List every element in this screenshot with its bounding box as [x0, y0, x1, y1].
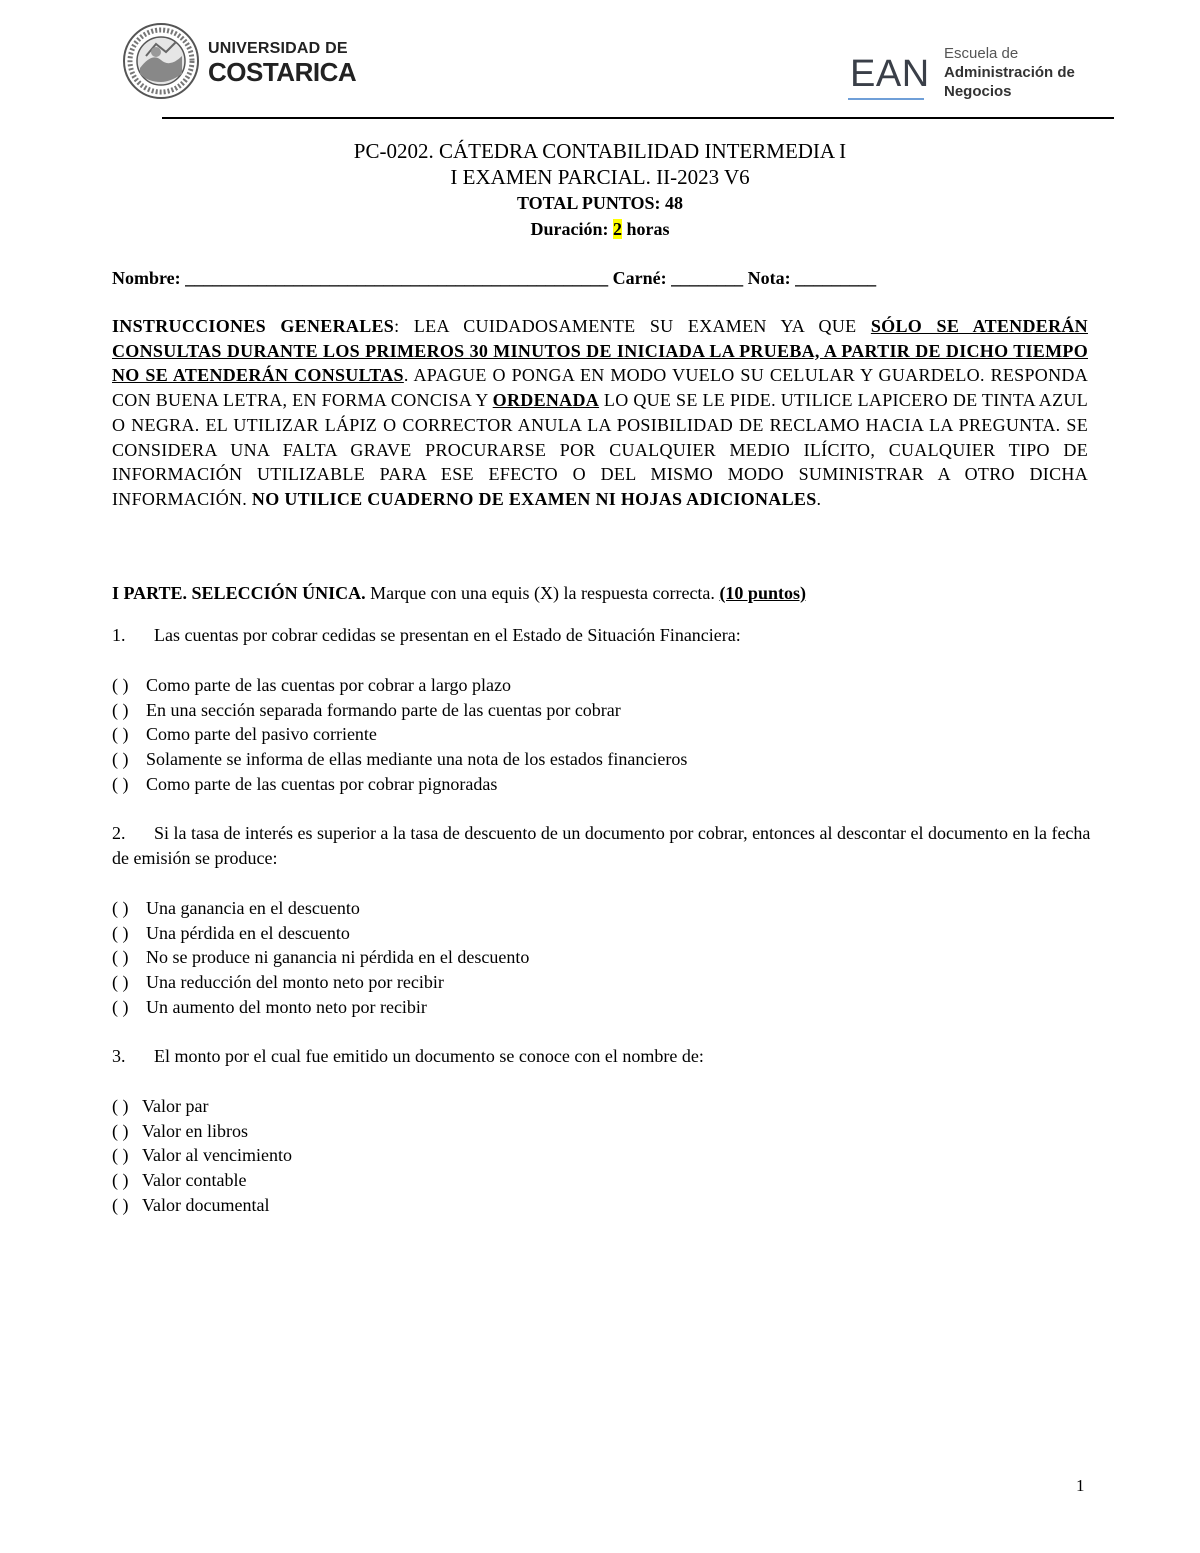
duration-unit: horas — [621, 219, 670, 239]
exam-title: I EXAMEN PARCIAL. II-2023 V6 — [450, 165, 750, 189]
option-text: Valor documental — [142, 1194, 270, 1215]
option-marker[interactable]: ( ) — [112, 1145, 129, 1166]
university-name-line1: UNIVERSIDAD DE — [208, 40, 348, 57]
school-logo-underline — [848, 98, 924, 100]
part-one-title: I PARTE. SELECCIÓN ÚNICA. — [112, 583, 366, 603]
option-marker[interactable]: ( ) — [112, 1170, 129, 1191]
instructions-text-1: : LEA CUIDADOSAMENTE SU EXAMEN YA QUE — [394, 316, 871, 336]
option-marker[interactable]: ( ) — [112, 947, 129, 968]
option-text: No se produce ni ganancia ni pérdida en el descuento — [146, 947, 530, 968]
option-text: Valor en libros — [142, 1120, 248, 1141]
instructions-text-4: . — [816, 488, 822, 509]
student-id-label: Carné: — [608, 268, 672, 288]
option-text: Como parte del pasivo corriente — [146, 724, 377, 745]
name-field[interactable]: _______________________________________________ — [185, 268, 609, 288]
answer-option[interactable] — [112, 747, 687, 772]
instructions-emphasis-3: NO UTILICE CUADERNO DE EXAMEN NI HOJAS ADICIONALES — [251, 488, 817, 509]
school-name-line3: Negocios — [944, 83, 1012, 100]
instructions-text-3: LO QUE SE LE PIDE. UTILICE LAPICERO DE TINTA AZUL O NEGRA. EL UTILIZAR LÁPIZ O CORRECTOR ANULA LA POSIBILIDAD DE RECLAMO HACIA LA PREGUNTA. SE CONSIDERA UNA FALTA GRAVE PROCURARSE POR CUALQUIER MEDIO ILÍCITO, CUALQUIER TIPO DE INFORMACIÓN UTILIZABLE PARA ESE EFECTO O DEL MISMO MODO SUMINISTRAR A OTRO DICHA INFORMACIÓN. — [112, 390, 1088, 509]
question-text: El monto por el cual fue emitido un documento se conoce con el nombre de: — [154, 1046, 704, 1066]
question-text: Las cuentas por cobrar cedidas se presentan en el Estado de Situación Financiera: — [154, 625, 741, 645]
university-logo — [122, 22, 357, 104]
answer-option[interactable] — [112, 896, 529, 921]
question-1-options — [112, 673, 687, 797]
grade-label: Nota: — [743, 268, 796, 288]
university-name-line2 — [208, 58, 356, 86]
question-number: 1. — [112, 625, 126, 645]
instructions-text-2: . APAGUE O PONGA EN MODO VUELO SU CELULAR Y GUARDELO. RESPONDA CON BUENA LETRA, EN FORMA CONCISA Y — [112, 365, 1088, 411]
school-name — [944, 44, 1075, 101]
school-name-line2: Administración de — [944, 64, 1075, 81]
university-seal-icon — [122, 22, 200, 100]
question-text: Si la tasa de interés es superior a la tasa de descuento de un documento por cobrar, entonces al descontar el documento en la fecha de emisión se produce: — [112, 823, 1091, 868]
school-acronym: EAN — [850, 53, 930, 95]
part-one-heading — [112, 580, 806, 606]
option-text: Valor al vencimiento — [142, 1145, 292, 1166]
part-one-points: (10 puntos) — [719, 583, 806, 603]
duration-label: Duración: — [530, 219, 613, 239]
option-marker[interactable]: ( ) — [112, 922, 129, 943]
option-text: Valor contable — [142, 1170, 247, 1191]
school-logo — [846, 40, 1116, 110]
option-text: Como parte de las cuentas por cobrar a largo plazo — [146, 675, 512, 695]
university-name-rica: RICA — [294, 57, 357, 87]
header-divider — [162, 117, 1114, 119]
answer-option[interactable] — [112, 1193, 292, 1218]
page-number: 1 — [1076, 1476, 1085, 1495]
option-text: Una reducción del monto neto por recibir — [146, 972, 444, 993]
option-text: Una ganancia en el descuento — [146, 898, 360, 918]
option-marker[interactable]: ( ) — [112, 1120, 129, 1141]
option-text: Una pérdida en el descuento — [146, 922, 350, 943]
answer-option[interactable] — [112, 1168, 292, 1193]
option-text: Valor par — [142, 1096, 209, 1116]
question-2-options — [112, 896, 529, 1020]
question-2 — [112, 821, 1092, 871]
option-text: Solamente se informa de ellas mediante una nota de los estados financieros — [146, 749, 688, 770]
question-3-options — [112, 1094, 292, 1218]
option-marker[interactable]: ( ) — [112, 996, 129, 1017]
student-id-field[interactable]: ________ — [671, 268, 744, 288]
option-marker[interactable]: ( ) — [112, 724, 129, 745]
university-name-costa: COSTA — [208, 57, 295, 87]
name-label: Nombre: — [112, 268, 186, 288]
answer-option[interactable] — [112, 1094, 292, 1119]
option-text: Como parte de las cuentas por cobrar pignoradas — [146, 773, 498, 794]
answer-option[interactable] — [112, 673, 687, 698]
option-marker[interactable]: ( ) — [112, 749, 129, 770]
option-marker[interactable]: ( ) — [112, 699, 129, 720]
answer-option[interactable] — [112, 970, 529, 995]
instructions-emphasis-1: SÓLO SE ATENDERÁN CONSULTAS DURANTE LOS PRIMEROS 30 MINUTOS DE INICIADA LA PRUEBA, A PARTIR DE DICHO TIEMPO NO SE ATENDERÁN CONSULTAS — [112, 316, 1088, 386]
option-marker[interactable]: ( ) — [112, 972, 129, 993]
course-title: PC-0202. CÁTEDRA CONTABILIDAD INTERMEDIA I — [353, 139, 847, 163]
option-marker[interactable]: ( ) — [112, 675, 129, 695]
answer-option[interactable] — [112, 722, 687, 747]
option-marker[interactable]: ( ) — [112, 773, 129, 794]
grade-field[interactable]: _________ — [795, 268, 877, 288]
instructions-emphasis-2: ORDENADA — [492, 390, 600, 411]
general-instructions — [112, 314, 1088, 512]
question-3 — [112, 1044, 1092, 1069]
option-text: Un aumento del monto neto por recibir — [146, 996, 427, 1017]
duration-value: 2 — [612, 219, 622, 239]
question-number: 3. — [112, 1046, 126, 1066]
student-info-line — [112, 268, 876, 289]
exam-duration — [0, 216, 1200, 242]
answer-option[interactable] — [112, 1143, 292, 1168]
answer-option[interactable] — [112, 1119, 292, 1144]
option-text: En una sección separada formando parte de las cuentas por cobrar — [146, 699, 621, 720]
answer-option[interactable] — [112, 698, 687, 723]
question-1 — [112, 623, 1092, 648]
answer-option[interactable] — [112, 921, 529, 946]
school-name-line1: Escuela de — [944, 45, 1019, 62]
option-marker[interactable]: ( ) — [112, 1096, 129, 1116]
part-one-instruction: Marque con una equis (X) la respuesta correcta. — [365, 583, 720, 603]
question-number: 2. — [112, 823, 126, 843]
instructions-heading: INSTRUCCIONES GENERALES — [112, 316, 395, 336]
option-marker[interactable]: ( ) — [112, 898, 129, 918]
answer-option[interactable] — [112, 995, 529, 1020]
answer-option[interactable] — [112, 945, 529, 970]
exam-title-block — [0, 138, 1200, 242]
total-points: TOTAL PUNTOS: 48 — [516, 193, 684, 213]
option-marker[interactable]: ( ) — [112, 1194, 129, 1215]
answer-option[interactable] — [112, 772, 687, 797]
